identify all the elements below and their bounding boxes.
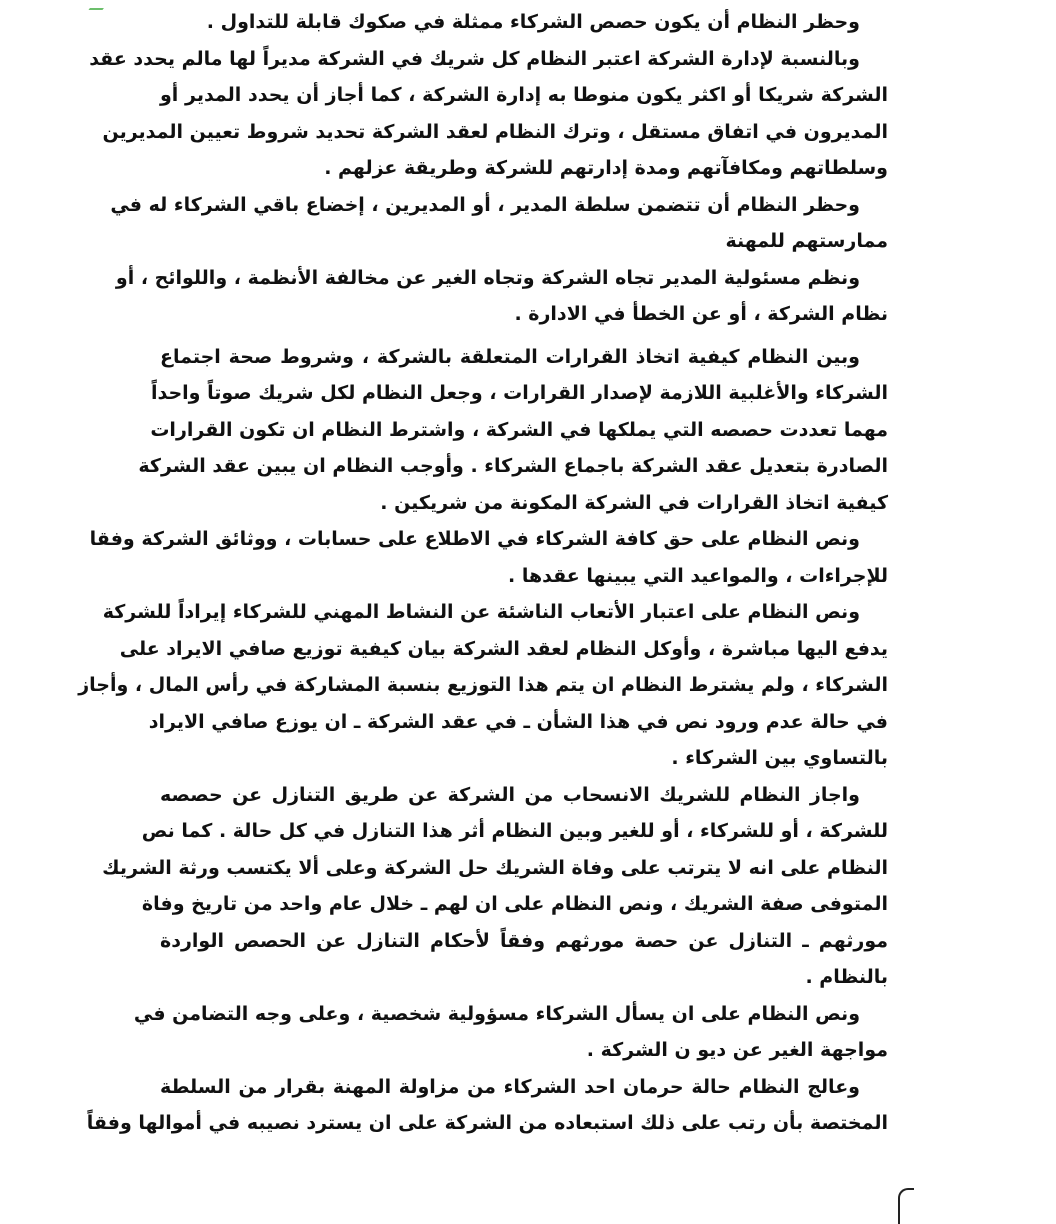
text-line: كيفية اتخاذ القرارات في الشركة المكونة من شريكين . bbox=[380, 491, 888, 514]
text-line: بالتساوي بين الشركاء . bbox=[671, 747, 888, 769]
text-line: مواجهة الغير عن ديو ن الشركة . bbox=[586, 1039, 888, 1061]
text-line: الشركاء ، ولم يشترط النظام ان يتم هذا التوزيع بنسبة المشاركة في رأس المال ، وأجاز bbox=[78, 674, 888, 696]
text-line: في حالة عدم ورود نص في هذا الشأن ـ في عقد الشركة ـ ان يوزع صافي الايراد bbox=[148, 710, 888, 733]
text-line: ممارستهم للمهنة bbox=[725, 230, 888, 252]
text-line: ونص النظام على ان يسأل الشركاء مسؤولية شخصية ، وعلى وجه التضامن في bbox=[133, 1002, 860, 1025]
text-line: المتوفى صفة الشريك ، ونص النظام على ان لهم ـ خلال عام واحد من تاريخ وفاة bbox=[141, 893, 888, 915]
text-line: وحظر النظام أن يكون حصص الشركاء ممثلة في صكوك قابلة للتداول . bbox=[206, 11, 860, 33]
text-line: النظام على انه لا يترتب على وفاة الشريك حل الشركة وعلى ألا يكتسب ورثة الشريك bbox=[102, 856, 888, 879]
text-line: الصادرة بتعديل عقد الشركة باجماع الشركاء . وأوجب النظام ان يبين عقد الشركة bbox=[138, 455, 888, 477]
text-line: ونظم مسئولية المدير تجاه الشركة وتجاه الغير عن مخالفة الأنظمة ، واللوائح ، أو bbox=[115, 266, 860, 289]
text-line: الشركاء والأغلبية اللازمة لإصدار القرارات ، وجعل النظام لكل شريك صوتاً واحداً bbox=[150, 382, 888, 404]
text-line: وحظر النظام أن تتضمن سلطة المدير ، أو المديرين ، إخضاع باقي الشركاء له في bbox=[110, 193, 860, 216]
text-line: بالنظام . bbox=[805, 966, 888, 988]
corner-scan-mark bbox=[88, 0, 109, 10]
text-line: وسلطاتهم ومكافآتهم ومدة إدارتهم للشركة وطريقة عزلهم . bbox=[324, 157, 888, 179]
text-line: المديرون في اتفاق مستقل ، وترك النظام لعقد الشركة تحديد شروط تعيين المديرين bbox=[102, 120, 888, 143]
text-line: مهما تعددت حصصه التي يملكها في الشركة ، واشترط النظام ان تكون القرارات bbox=[150, 418, 888, 441]
text-line: المختصة بأن رتب على ذلك استبعاده من الشركة على ان يسترد نصيبه في أموالها وفقاً bbox=[86, 1112, 888, 1134]
text-line: مورثهم ـ التنازل عن حصة مورثهم وفقاً لأحكام التنازل عن الحصص الواردة bbox=[160, 929, 888, 952]
text-line: للإجراءات ، والمواعيد التي يبينها عقدها . bbox=[508, 564, 888, 587]
text-line: نظام الشركة ، أو عن الخطأ في الادارة . bbox=[514, 303, 888, 325]
document-body bbox=[78, 0, 888, 1142]
text-line: وبين النظام كيفية اتخاذ القرارات المتعلقة بالشركة ، وشروط صحة اجتماع bbox=[160, 345, 860, 368]
text-line: واجاز النظام للشريك الانسحاب من الشركة عن طريق التنازل عن حصصه bbox=[160, 783, 860, 806]
text-line: ونص النظام على حق كافة الشركاء في الاطلاع على حسابات ، ووثائق الشركة وفقا bbox=[89, 528, 860, 550]
text-line: وعالج النظام حالة حرمان احد الشركاء من مزاولة المهنة بقرار من السلطة bbox=[160, 1075, 860, 1098]
text-line: الشركة شريكا أو اكثر يكون منوطا به إدارة الشركة ، كما أجاز أن يحدد المدير أو bbox=[160, 84, 888, 106]
text-line: للشركة ، أو للشركاء ، أو للغير وبين النظام أثر هذا التنازل في كل حالة . كما نص bbox=[141, 820, 888, 842]
text-line: يدفع اليها مباشرة ، وأوكل النظام لعقد الشركة بيان كيفية توزيع صافي الايراد على bbox=[119, 637, 888, 660]
page-bracket-mark bbox=[898, 1188, 914, 1224]
text-line: ونص النظام على اعتبار الأتعاب الناشئة عن النشاط المهني للشركاء إيراداً للشركة bbox=[102, 601, 860, 623]
text-line: وبالنسبة لإدارة الشركة اعتبر النظام كل شريك في الشركة مديراً لها مالم يحدد عقد bbox=[89, 47, 860, 70]
